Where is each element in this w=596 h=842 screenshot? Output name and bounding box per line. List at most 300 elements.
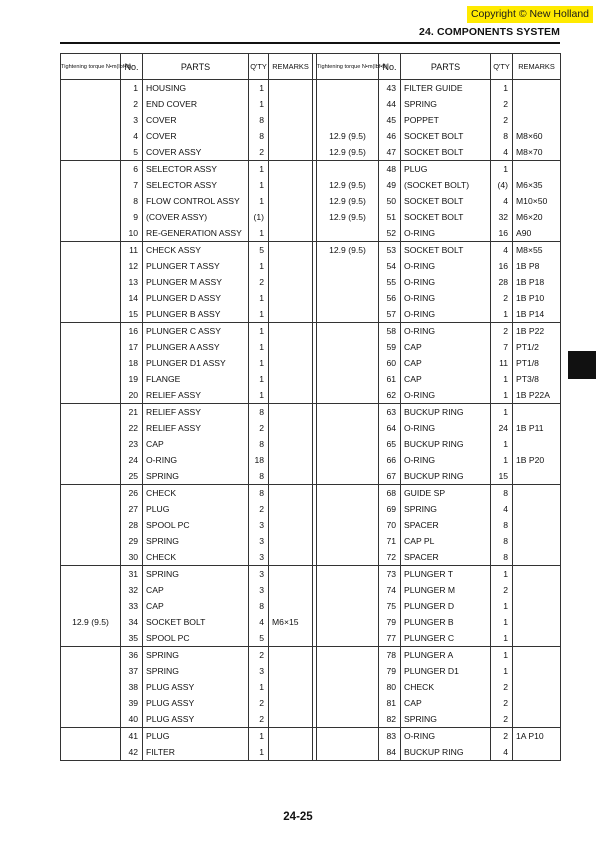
item-number: 6 bbox=[121, 161, 143, 178]
part-remarks bbox=[269, 420, 313, 436]
part-quantity: 1 bbox=[491, 404, 513, 421]
part-quantity: 1 bbox=[249, 744, 269, 761]
part-quantity: 1 bbox=[249, 225, 269, 242]
part-name: O-RING bbox=[401, 306, 491, 323]
table-row bbox=[61, 144, 561, 161]
torque-cell bbox=[317, 339, 379, 355]
torque-cell bbox=[61, 630, 121, 647]
part-remarks bbox=[513, 566, 561, 583]
part-name: COVER bbox=[143, 128, 249, 144]
part-quantity: 1 bbox=[491, 80, 513, 97]
part-remarks bbox=[269, 582, 313, 598]
part-name: CAP bbox=[401, 695, 491, 711]
torque-cell bbox=[317, 452, 379, 468]
part-remarks bbox=[513, 744, 561, 761]
part-remarks: A90 bbox=[513, 225, 561, 242]
part-name: CHECK bbox=[401, 679, 491, 695]
item-number: 79 bbox=[379, 663, 401, 679]
part-quantity: 8 bbox=[249, 112, 269, 128]
torque-cell bbox=[317, 614, 379, 630]
torque-cell bbox=[317, 371, 379, 387]
part-name: FLOW CONTROL ASSY bbox=[143, 193, 249, 209]
table-row bbox=[61, 193, 561, 209]
table-row bbox=[61, 161, 561, 178]
part-quantity: 2 bbox=[491, 323, 513, 340]
torque-cell: 12.9 (9.5) bbox=[317, 177, 379, 193]
item-number: 28 bbox=[121, 517, 143, 533]
part-quantity: 7 bbox=[491, 339, 513, 355]
part-name: CAP bbox=[401, 339, 491, 355]
part-quantity: 1 bbox=[491, 598, 513, 614]
table-row bbox=[61, 582, 561, 598]
part-name: END COVER bbox=[143, 96, 249, 112]
part-name: CAP bbox=[401, 355, 491, 371]
part-name: RE-GENERATION ASSY bbox=[143, 225, 249, 242]
torque-cell: 12.9 (9.5) bbox=[317, 242, 379, 259]
part-remarks bbox=[269, 323, 313, 340]
part-remarks bbox=[269, 679, 313, 695]
part-quantity: 16 bbox=[491, 258, 513, 274]
part-remarks bbox=[513, 614, 561, 630]
part-name: SOCKET BOLT bbox=[401, 144, 491, 161]
part-quantity: 3 bbox=[249, 533, 269, 549]
part-quantity: 3 bbox=[249, 566, 269, 583]
torque-cell bbox=[317, 630, 379, 647]
part-remarks bbox=[269, 355, 313, 371]
torque-cell bbox=[61, 144, 121, 161]
section-tab-marker bbox=[568, 351, 596, 379]
part-remarks bbox=[513, 647, 561, 664]
part-quantity: 1 bbox=[491, 387, 513, 404]
header-qty-left: Q'TY bbox=[249, 54, 269, 80]
item-number: 32 bbox=[121, 582, 143, 598]
torque-cell bbox=[317, 468, 379, 485]
item-number: 74 bbox=[379, 582, 401, 598]
torque-cell bbox=[61, 274, 121, 290]
part-quantity: 8 bbox=[249, 436, 269, 452]
part-name: SPRING bbox=[401, 711, 491, 728]
table-row bbox=[61, 112, 561, 128]
part-name: PLUG bbox=[143, 501, 249, 517]
part-remarks bbox=[513, 711, 561, 728]
part-quantity: 24 bbox=[491, 420, 513, 436]
torque-cell: 12.9 (9.5) bbox=[317, 128, 379, 144]
part-name: PLUNGER B ASSY bbox=[143, 306, 249, 323]
part-name: (COVER ASSY) bbox=[143, 209, 249, 225]
item-number: 67 bbox=[379, 468, 401, 485]
item-number: 57 bbox=[379, 306, 401, 323]
part-remarks bbox=[513, 404, 561, 421]
part-quantity: 1 bbox=[249, 306, 269, 323]
part-quantity: 2 bbox=[249, 420, 269, 436]
item-number: 1 bbox=[121, 80, 143, 97]
item-number: 26 bbox=[121, 485, 143, 502]
part-remarks: 1B P20 bbox=[513, 452, 561, 468]
torque-cell bbox=[317, 582, 379, 598]
item-number: 73 bbox=[379, 566, 401, 583]
item-number: 13 bbox=[121, 274, 143, 290]
part-remarks bbox=[269, 566, 313, 583]
part-quantity: 8 bbox=[491, 533, 513, 549]
part-quantity: 1 bbox=[249, 96, 269, 112]
table-row bbox=[61, 647, 561, 664]
part-name: PLUG ASSY bbox=[143, 711, 249, 728]
part-name: PLUNGER A bbox=[401, 647, 491, 664]
table-row bbox=[61, 80, 561, 97]
part-remarks bbox=[269, 744, 313, 761]
table-row bbox=[61, 663, 561, 679]
item-number: 83 bbox=[379, 728, 401, 745]
torque-cell bbox=[61, 533, 121, 549]
torque-cell bbox=[61, 582, 121, 598]
torque-cell bbox=[61, 112, 121, 128]
table-row bbox=[61, 355, 561, 371]
torque-cell bbox=[317, 517, 379, 533]
part-name: O-RING bbox=[401, 452, 491, 468]
torque-cell bbox=[317, 80, 379, 97]
part-remarks bbox=[269, 387, 313, 404]
part-remarks: 1B P10 bbox=[513, 290, 561, 306]
part-remarks: PT1/8 bbox=[513, 355, 561, 371]
part-remarks bbox=[269, 225, 313, 242]
part-quantity: 16 bbox=[491, 225, 513, 242]
item-number: 29 bbox=[121, 533, 143, 549]
part-quantity: 8 bbox=[249, 128, 269, 144]
part-remarks bbox=[269, 436, 313, 452]
torque-cell bbox=[61, 598, 121, 614]
item-number: 11 bbox=[121, 242, 143, 259]
torque-cell bbox=[317, 387, 379, 404]
part-name: CHECK bbox=[143, 549, 249, 566]
torque-cell bbox=[317, 663, 379, 679]
table-row bbox=[61, 517, 561, 533]
part-remarks bbox=[269, 339, 313, 355]
item-number: 60 bbox=[379, 355, 401, 371]
part-name: SPOOL PC bbox=[143, 630, 249, 647]
section-title: 24. COMPONENTS SYSTEM bbox=[419, 26, 560, 38]
item-number: 79 bbox=[379, 614, 401, 630]
part-name: CAP PL bbox=[401, 533, 491, 549]
item-number: 43 bbox=[379, 80, 401, 97]
part-quantity: 1 bbox=[491, 161, 513, 178]
item-number: 50 bbox=[379, 193, 401, 209]
item-number: 47 bbox=[379, 144, 401, 161]
table-row bbox=[61, 501, 561, 517]
part-remarks bbox=[269, 242, 313, 259]
item-number: 62 bbox=[379, 387, 401, 404]
torque-cell bbox=[61, 744, 121, 761]
torque-cell bbox=[317, 290, 379, 306]
item-number: 54 bbox=[379, 258, 401, 274]
table-row bbox=[61, 549, 561, 566]
part-remarks: M6×15 bbox=[269, 614, 313, 630]
part-remarks: 1B P8 bbox=[513, 258, 561, 274]
torque-cell bbox=[317, 711, 379, 728]
item-number: 15 bbox=[121, 306, 143, 323]
item-number: 71 bbox=[379, 533, 401, 549]
part-name: PLUNGER T ASSY bbox=[143, 258, 249, 274]
part-remarks: 1B P22 bbox=[513, 323, 561, 340]
part-name: SPRING bbox=[401, 501, 491, 517]
part-remarks bbox=[269, 193, 313, 209]
part-name: FILTER bbox=[143, 744, 249, 761]
torque-cell bbox=[61, 517, 121, 533]
item-number: 25 bbox=[121, 468, 143, 485]
part-quantity: 4 bbox=[249, 614, 269, 630]
part-name: SOCKET BOLT bbox=[401, 193, 491, 209]
part-remarks bbox=[269, 209, 313, 225]
torque-cell bbox=[61, 355, 121, 371]
part-quantity: 1 bbox=[249, 193, 269, 209]
table-row bbox=[61, 258, 561, 274]
part-name: HOUSING bbox=[143, 80, 249, 97]
part-remarks: M10×50 bbox=[513, 193, 561, 209]
item-number: 3 bbox=[121, 112, 143, 128]
part-name: POPPET bbox=[401, 112, 491, 128]
part-name: BUCKUP RING bbox=[401, 744, 491, 761]
part-quantity: 1 bbox=[249, 161, 269, 178]
part-quantity: 8 bbox=[491, 128, 513, 144]
part-quantity: 2 bbox=[249, 695, 269, 711]
table-row bbox=[61, 323, 561, 340]
table-row bbox=[61, 695, 561, 711]
part-remarks bbox=[269, 647, 313, 664]
torque-cell: 12.9 (9.5) bbox=[317, 209, 379, 225]
torque-cell bbox=[61, 96, 121, 112]
part-remarks bbox=[269, 501, 313, 517]
item-number: 4 bbox=[121, 128, 143, 144]
part-name: SPOOL PC bbox=[143, 517, 249, 533]
table-row bbox=[61, 128, 561, 144]
table-row bbox=[61, 533, 561, 549]
part-name: GUIDE SP bbox=[401, 485, 491, 502]
part-remarks bbox=[269, 128, 313, 144]
part-remarks bbox=[269, 468, 313, 485]
part-remarks bbox=[269, 695, 313, 711]
part-quantity: 1 bbox=[491, 436, 513, 452]
torque-cell bbox=[61, 711, 121, 728]
part-name: PLUG ASSY bbox=[143, 695, 249, 711]
part-name: CAP bbox=[143, 582, 249, 598]
part-quantity: 1 bbox=[249, 728, 269, 745]
part-quantity: 1 bbox=[249, 371, 269, 387]
part-remarks bbox=[269, 404, 313, 421]
torque-cell bbox=[317, 436, 379, 452]
part-name: PLUNGER D ASSY bbox=[143, 290, 249, 306]
part-quantity: 2 bbox=[491, 679, 513, 695]
torque-cell bbox=[61, 258, 121, 274]
item-number: 38 bbox=[121, 679, 143, 695]
item-number: 69 bbox=[379, 501, 401, 517]
item-number: 45 bbox=[379, 112, 401, 128]
part-quantity: 8 bbox=[491, 517, 513, 533]
part-quantity: 1 bbox=[249, 177, 269, 193]
part-quantity: 4 bbox=[491, 193, 513, 209]
item-number: 64 bbox=[379, 420, 401, 436]
part-remarks bbox=[269, 258, 313, 274]
item-number: 17 bbox=[121, 339, 143, 355]
torque-cell bbox=[61, 695, 121, 711]
part-name: O-RING bbox=[401, 420, 491, 436]
torque-cell bbox=[317, 598, 379, 614]
part-name: PLUNGER D1 ASSY bbox=[143, 355, 249, 371]
part-name: SELECTOR ASSY bbox=[143, 161, 249, 178]
part-quantity: 4 bbox=[491, 144, 513, 161]
torque-cell bbox=[61, 728, 121, 745]
part-name: PLUNGER A ASSY bbox=[143, 339, 249, 355]
part-remarks bbox=[513, 436, 561, 452]
part-name: PLUNGER B bbox=[401, 614, 491, 630]
parts-table-body bbox=[61, 80, 561, 761]
part-quantity: 11 bbox=[491, 355, 513, 371]
item-number: 16 bbox=[121, 323, 143, 340]
part-quantity: 2 bbox=[491, 695, 513, 711]
part-quantity: 5 bbox=[249, 242, 269, 259]
part-quantity: 8 bbox=[249, 485, 269, 502]
torque-cell bbox=[317, 258, 379, 274]
part-remarks bbox=[513, 468, 561, 485]
item-number: 20 bbox=[121, 387, 143, 404]
item-number: 18 bbox=[121, 355, 143, 371]
table-row bbox=[61, 711, 561, 728]
header-rule bbox=[60, 42, 560, 44]
table-row bbox=[61, 614, 561, 630]
torque-cell: 12.9 (9.5) bbox=[317, 193, 379, 209]
table-row bbox=[61, 420, 561, 436]
table-row bbox=[61, 630, 561, 647]
header-qty-right: Q'TY bbox=[491, 54, 513, 80]
torque-cell bbox=[61, 663, 121, 679]
torque-cell bbox=[61, 193, 121, 209]
part-name: O-RING bbox=[401, 225, 491, 242]
torque-cell bbox=[61, 404, 121, 421]
part-quantity: 3 bbox=[249, 517, 269, 533]
torque-cell bbox=[61, 339, 121, 355]
item-number: 24 bbox=[121, 452, 143, 468]
torque-cell bbox=[61, 549, 121, 566]
item-number: 48 bbox=[379, 161, 401, 178]
part-name: O-RING bbox=[401, 728, 491, 745]
part-remarks bbox=[269, 485, 313, 502]
item-number: 41 bbox=[121, 728, 143, 745]
torque-cell bbox=[61, 128, 121, 144]
part-quantity: 2 bbox=[249, 501, 269, 517]
item-number: 66 bbox=[379, 452, 401, 468]
part-name: CAP bbox=[401, 371, 491, 387]
part-remarks bbox=[513, 501, 561, 517]
part-quantity: (1) bbox=[249, 209, 269, 225]
part-name: O-RING bbox=[401, 290, 491, 306]
part-quantity: 5 bbox=[249, 630, 269, 647]
part-name: BUCKUP RING bbox=[401, 404, 491, 421]
part-name: SPRING bbox=[143, 566, 249, 583]
part-name: SPRING bbox=[143, 647, 249, 664]
part-remarks bbox=[269, 598, 313, 614]
part-name: CAP bbox=[143, 436, 249, 452]
torque-cell bbox=[317, 647, 379, 664]
part-remarks: M6×20 bbox=[513, 209, 561, 225]
part-quantity: 1 bbox=[249, 80, 269, 97]
item-number: 37 bbox=[121, 663, 143, 679]
torque-cell bbox=[61, 452, 121, 468]
torque-cell bbox=[61, 647, 121, 664]
item-number: 31 bbox=[121, 566, 143, 583]
item-number: 81 bbox=[379, 695, 401, 711]
part-remarks bbox=[513, 517, 561, 533]
item-number: 21 bbox=[121, 404, 143, 421]
part-remarks: M8×55 bbox=[513, 242, 561, 259]
item-number: 84 bbox=[379, 744, 401, 761]
table-row bbox=[61, 290, 561, 306]
item-number: 51 bbox=[379, 209, 401, 225]
part-quantity: 4 bbox=[491, 242, 513, 259]
part-remarks bbox=[269, 663, 313, 679]
item-number: 53 bbox=[379, 242, 401, 259]
item-number: 23 bbox=[121, 436, 143, 452]
part-remarks bbox=[269, 112, 313, 128]
header-remarks-left: REMARKS bbox=[269, 54, 313, 80]
part-name: FLANGE bbox=[143, 371, 249, 387]
part-name: CAP bbox=[143, 598, 249, 614]
part-remarks bbox=[269, 371, 313, 387]
part-name: PLUNGER D bbox=[401, 598, 491, 614]
part-remarks: PT1/2 bbox=[513, 339, 561, 355]
part-quantity: 1 bbox=[249, 323, 269, 340]
part-remarks bbox=[513, 96, 561, 112]
part-name: O-RING bbox=[401, 387, 491, 404]
torque-cell bbox=[317, 306, 379, 323]
header-remarks-right: REMARKS bbox=[513, 54, 561, 80]
part-remarks bbox=[513, 549, 561, 566]
part-remarks bbox=[269, 290, 313, 306]
part-name: O-RING bbox=[401, 258, 491, 274]
part-quantity: 4 bbox=[491, 501, 513, 517]
item-number: 10 bbox=[121, 225, 143, 242]
torque-cell bbox=[317, 728, 379, 745]
part-quantity: 1 bbox=[249, 387, 269, 404]
part-remarks bbox=[269, 549, 313, 566]
header-parts-left: PARTS bbox=[143, 54, 249, 80]
item-number: 14 bbox=[121, 290, 143, 306]
item-number: 12 bbox=[121, 258, 143, 274]
item-number: 55 bbox=[379, 274, 401, 290]
item-number: 70 bbox=[379, 517, 401, 533]
part-quantity: 2 bbox=[491, 728, 513, 745]
torque-cell bbox=[61, 177, 121, 193]
torque-cell bbox=[61, 501, 121, 517]
torque-cell: 12.9 (9.5) bbox=[317, 144, 379, 161]
part-quantity: 1 bbox=[491, 306, 513, 323]
item-number: 34 bbox=[121, 614, 143, 630]
header-torque-right: Tightening torque N•m(lbf•ft) bbox=[317, 54, 379, 80]
item-number: 65 bbox=[379, 436, 401, 452]
torque-cell bbox=[61, 225, 121, 242]
item-number: 27 bbox=[121, 501, 143, 517]
item-number: 8 bbox=[121, 193, 143, 209]
part-remarks: M8×60 bbox=[513, 128, 561, 144]
part-remarks: 1B P14 bbox=[513, 306, 561, 323]
part-name: SPRING bbox=[401, 96, 491, 112]
torque-cell bbox=[317, 744, 379, 761]
torque-cell bbox=[317, 549, 379, 566]
torque-cell bbox=[61, 242, 121, 259]
torque-cell bbox=[317, 695, 379, 711]
item-number: 39 bbox=[121, 695, 143, 711]
item-number: 56 bbox=[379, 290, 401, 306]
part-remarks bbox=[269, 80, 313, 97]
table-row bbox=[61, 225, 561, 242]
part-name: SPACER bbox=[401, 517, 491, 533]
